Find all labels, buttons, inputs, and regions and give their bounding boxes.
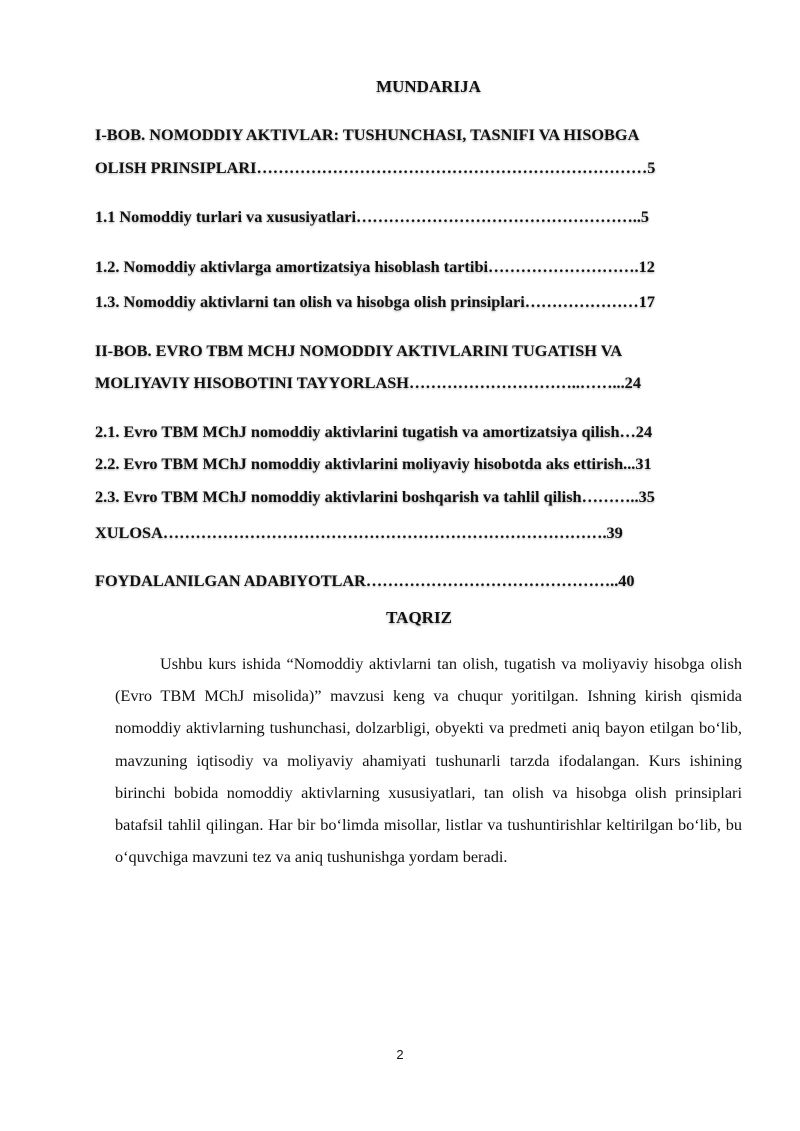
toc-section-2-2: 2.2. Evro TBM MChJ nomoddiy aktivlarini moliyaviy hisobotda aks ettirish...31 (95, 454, 652, 473)
toc-chapter-1-line-1: I-BOB. NOMODDIY AKTIVLAR: TUSHUNCHASI, TASNIFI VA HISOBGA (95, 125, 640, 144)
toc-conclusion: XULOSA……………………………………………………………………….39 (95, 523, 623, 542)
toc-section-1-3: 1.3. Nomoddiy aktivlarni tan olish va hisobga olish prinsiplari…………………17 (95, 292, 655, 311)
toc-section-2-1: 2.1. Evro TBM MChJ nomoddiy aktivlarini tugatish va amortizatsiya qilish…24 (95, 422, 653, 441)
toc-title: MUNDARIJA (376, 77, 481, 96)
review-title: TAQRIZ (386, 608, 452, 627)
page-number: 2 (396, 1047, 404, 1062)
toc-chapter-2-line-1: II-BOB. EVRO TBM MCHJ NOMODDIY AKTIVLARINI TUGATISH VA (95, 341, 623, 360)
toc-section-1-2: 1.2. Nomoddiy aktivlarga amortizatsiya hisoblash tartibi……………………….12 (95, 257, 655, 276)
toc-chapter-1-line-2: OLISH PRINSIPLARI………………………………………………………………5 (95, 158, 656, 177)
toc-references: FOYDALANILGAN ADABIYOTLAR………………………………………..40 (95, 571, 635, 590)
toc-section-1-1: 1.1 Nomoddiy turlari va xususiyatlari……………………………………………..5 (95, 207, 650, 226)
toc-section-2-3: 2.3. Evro TBM MChJ nomoddiy aktivlarini boshqarish va tahlil qilish………..35 (95, 487, 655, 506)
toc-chapter-2-line-2: MOLIYAVIY HISOBOTINI TAYYORLASH…………………………..……...24 (95, 373, 641, 392)
review-paragraph: Ushbu kurs ishida “Nomoddiy aktivlarni tan olish, tugatish va moliyaviy hisobga olish (Evro TBM MChJ misolida)” mavzusi keng va chuqur yoritilgan. Ishning kirish qismida nomoddiy aktivlarning tushunchasi, dolzarbligi, obyekti va predmeti aniq bayon etilgan bo‘lib, mavzuning iqtisodiy va moliyaviy ahamiyati tushunarli tarzda ifodalangan. Kurs ishining birinchi bobida nomoddiy aktivlarning xususiyatlari, tan olish va hisobga olish prinsiplari batafsil tahlil qilingan. Har bir bo‘limda misollar, listlar va tushuntirishlar keltirilgan bo‘lib, bu o‘quvchiga mavzuni tez va aniq tushunishga yordam beradi. (115, 654, 742, 867)
